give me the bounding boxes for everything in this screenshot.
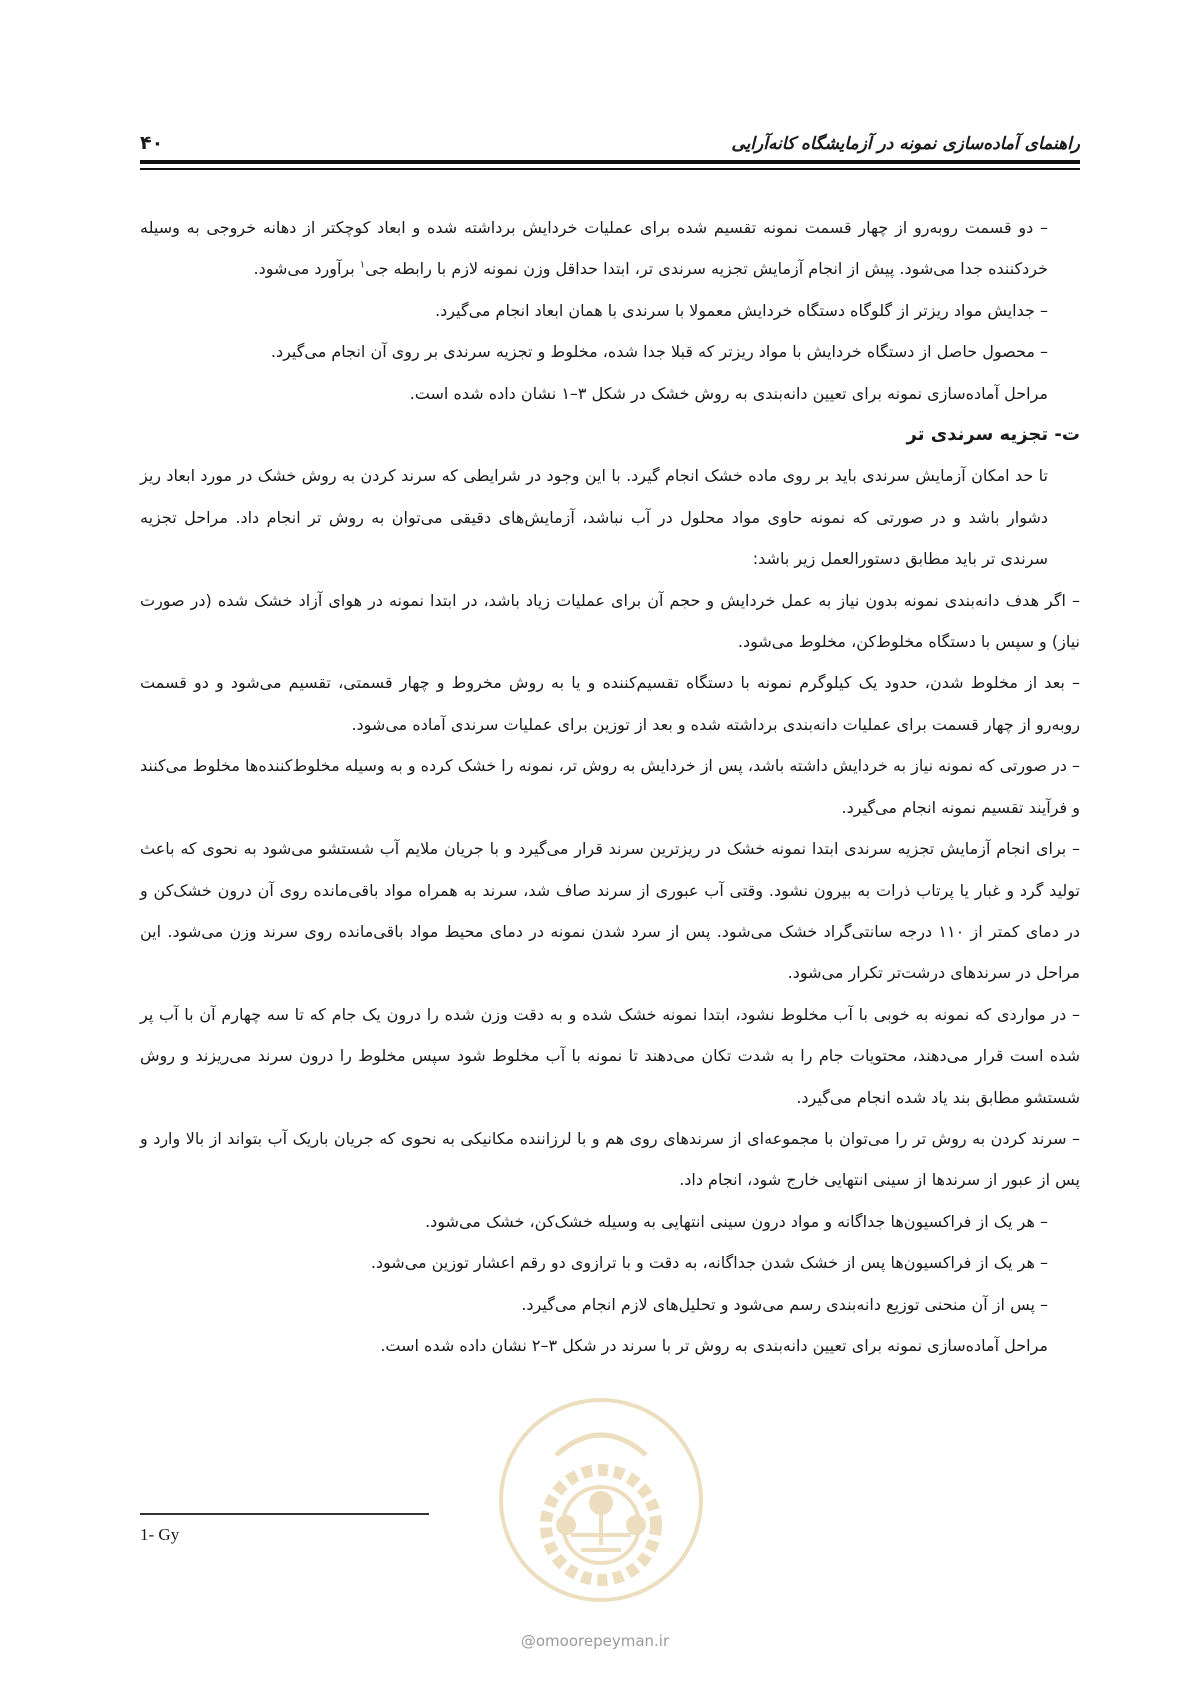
watermark-seal-icon <box>486 1385 716 1615</box>
header-title: راهنمای آماده‌سازی نمونه در آزمایشگاه کانه‌آرایی <box>731 134 1080 154</box>
main-text <box>140 207 1080 1366</box>
paragraph: – در صورتی که نمونه نیاز به خردایش داشته باشد، پس از خردایش به روش تر، نمونه را خشک کرده و به وسیله مخلوط‌کننده‌ها مخلوط می‌کنند و فرآیند تقسیم نمونه انجام می‌گیرد. <box>140 756 1080 817</box>
paragraph: – بعد از مخلوط شدن، حدود یک کیلوگرم نمونه با دستگاه تقسیم‌کننده و یا به روش مخروط و چهار قسمتی، تقسیم می‌شود و دو قسمت روبه‌رو از چهار قسمت برای عملیات دانه‌بندی برداشته شده و بعد از توزین برای عملیات سرندی آماده می‌شود. <box>140 673 1080 734</box>
header-rule-thin <box>140 168 1080 170</box>
paragraph: مراحل آماده‌سازی نمونه برای تعیین دانه‌بندی به روش خشک در شکل ۳–۱ نشان داده شده است. <box>409 383 1048 403</box>
paragraph: – در مواردی که نمونه به خوبی با آب مخلوط نشود، ابتدا نمونه خشک شده و به دقت وزن شده را درون یک جام که تا سه چهارم آن با آب پر شده است قرار می‌دهند، محتویات جام را به شدت تکان می‌دهند تا نمونه با آب مخلوط شود سپس مخلوط را درون سرند می‌ریزند و روش شستشو مطابق بند یاد شده انجام می‌گیرد. <box>140 1004 1080 1107</box>
paragraph: – برای انجام آزمایش تجزیه سرندی ابتدا نمونه خشک در ریزترین سرند قرار می‌گیرد و با جریان ملایم آب شستشو می‌شود به نحوی که باعث تولید گرد و غبار یا پرتاب ذرات به بیرون نشود. وقتی آب عبوری از سرند صاف شد، سرند به همراه مواد باقی‌مانده روی آن درون خشک‌کن و در دمای کمتر از ۱۱۰ درجه سانتی‌گراد خشک می‌شود. پس از سرد شدن نمونه در دمای محیط مواد باقی‌مانده روی سرند وزن می‌شود. این مراحل در سرندهای درشت‌تر تکرار می‌شود. <box>140 839 1081 983</box>
list-item: – پس از آن منحنی توزیع دانه‌بندی رسم می‌شود و تحلیل‌های لازم انجام می‌گیرد. <box>521 1294 1048 1314</box>
list-item: – هر یک از فراکسیون‌ها جداگانه و مواد درون سینی انتهایی به وسیله خشک‌کن، خشک می‌شود. <box>425 1211 1048 1231</box>
paragraph: – جدایش مواد ریزتر از گلوگاه دستگاه خردایش معمولا با سرندی با همان ابعاد انجام می‌گیرد. <box>435 300 1048 320</box>
list-item: – هر یک از فراکسیون‌ها پس از خشک شدن جداگانه، به دقت و با ترازوی دو رقم اعشار توزین می‌شود. <box>370 1253 1048 1273</box>
paragraph: – سرند کردن به روش تر را می‌توان با مجموعه‌ای از سرندهای روی هم و با لرزاننده مکانیکی به نحوی که جریان باریک آب بتواند از بالا وارد و پس از عبور از سرندها از سینی انتهایی خارج شود، انجام داد. <box>140 1128 1080 1190</box>
paragraph: مراحل آماده‌سازی نمونه برای تعیین دانه‌بندی به روش تر با سرند در شکل ۳–۲ نشان داده شده است. <box>380 1335 1048 1355</box>
paragraph: – محصول حاصل از دستگاه خردایش با مواد ریزتر که قبلا جدا شده، مخلوط و تجزیه سرندی بر روی آن انجام می‌گیرد. <box>270 342 1048 362</box>
page-number: ۴۰ <box>140 132 164 154</box>
section-heading: ت- تجزیه سرندی تر <box>906 424 1080 446</box>
paragraph: – دو قسمت روبه‌رو از چهار قسمت نمونه تقسیم شده برای عملیات خردایش برداشته شده و ابعاد کوچکتر از دهانه خروجی به وسیله خردکننده جدا می‌شود. پیش از انجام آزمایش تجزیه سرندی تر، ابتدا حداقل وزن نمونه لازم با رابطه جی$^۱$ برآورد می‌شود. <box>140 218 1048 279</box>
watermark-url: @omoorepeyman.ir <box>520 1632 670 1650</box>
paragraph: تا حد امکان آزمایش سرندی باید بر روی ماده خشک انجام گیرد. با این وجود در شرایطی که سرند کردن به روش خشک در مورد ابعاد ریز دشوار باشد و در صورتی که نمونه حاوی مواد محلول در آب نباشد، آزمایش‌های دقیقی می‌توان به روش تر انجام داد. مراحل تجزیه سرندی تر باید مطابق دستورالعمل زیر باشد: <box>140 466 1048 569</box>
footnote-separator <box>140 1513 429 1515</box>
footnote-ref: ۱ <box>359 260 366 272</box>
paragraph: – اگر هدف دانه‌بندی نمونه بدون نیاز به عمل خردایش و حجم آن برای عملیات زیاد باشد، در ابتدا نمونه در هوای آزاد خشک شده (در صورت نیاز) و سپس با دستگاه مخلوط‌کن، مخلوط می‌شود. <box>140 590 1080 652</box>
footnote: 1- Gy <box>140 1525 180 1544</box>
header-rule-thick <box>140 160 1080 164</box>
